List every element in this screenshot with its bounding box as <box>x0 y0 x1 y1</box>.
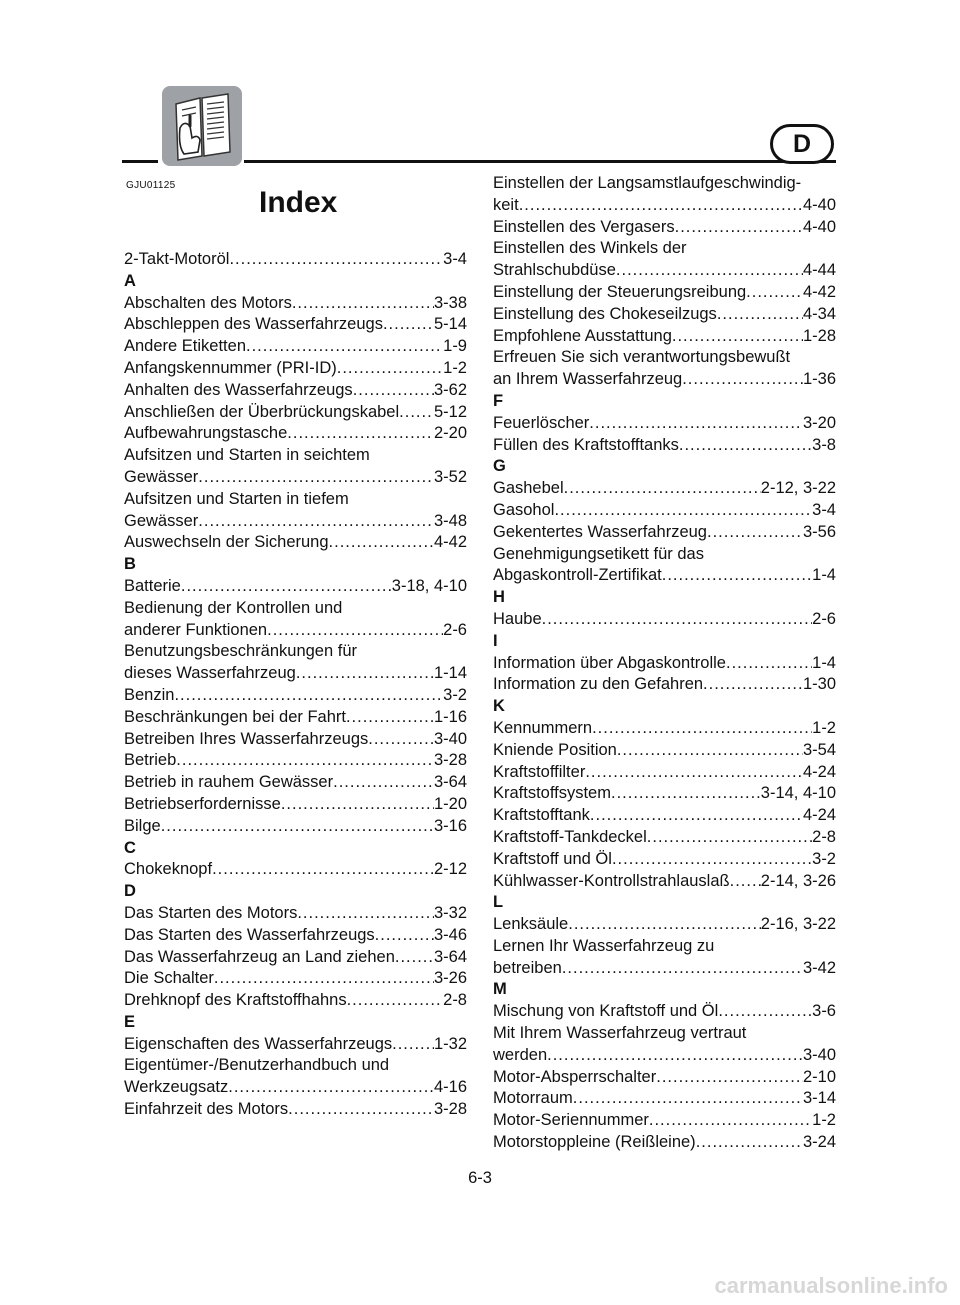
index-entry-text: Kraftstoff-Tankdeckel <box>493 827 647 846</box>
index-entry <box>493 718 836 740</box>
index-entry-text: Betriebserfordernisse <box>124 794 281 813</box>
index-entry <box>493 871 836 893</box>
index-entry-page: 3-20 <box>802 413 836 432</box>
index-entry-text: Genehmigungsetikett für das <box>493 544 704 563</box>
index-entry <box>124 925 467 947</box>
index-entry-text: anderer Funktionen <box>124 620 268 639</box>
index-entry-text: Einstellung der Steuerungsreibung <box>493 282 747 301</box>
index-entry-page: 3-40 <box>802 1045 836 1064</box>
index-entry-page: 1-16 <box>433 707 467 726</box>
index-entry <box>124 707 467 729</box>
index-entry-page: 4-40 <box>802 195 836 214</box>
index-entry-text: Das Starten des Wasserfahrzeugs <box>124 925 375 944</box>
watermark: carmanualsonline.info <box>714 1273 948 1298</box>
index-entry <box>124 1099 467 1121</box>
index-entry <box>493 653 836 675</box>
dot-leader <box>375 925 434 947</box>
index-entry-page: 2-8 <box>812 827 836 846</box>
dot-leader <box>717 304 803 326</box>
dot-leader <box>368 729 434 751</box>
index-entry-page: 1-30 <box>802 675 836 694</box>
index-entry <box>124 402 467 424</box>
dot-leader <box>267 620 443 642</box>
dot-leader <box>399 402 434 424</box>
dot-leader <box>229 249 443 271</box>
index-entry-text: Bedienung der Kontrollen und <box>124 598 343 617</box>
index-entry-text: Kühlwasser-Kontrollstrahlauslaß <box>493 871 730 890</box>
index-entry-text: Kraftstofftank <box>493 806 590 825</box>
index-entry <box>493 500 836 522</box>
index-entry-text: Abschleppen des Wasserfahrzeugs <box>124 315 383 334</box>
dot-leader <box>679 435 812 457</box>
dot-leader <box>707 522 803 544</box>
index-entry <box>493 478 836 500</box>
index-entry-page: 1-32 <box>433 1034 467 1053</box>
index-entry-page: 1-14 <box>433 664 467 683</box>
index-entry <box>493 195 836 217</box>
index-entry-text: Füllen des Kraftstofftanks <box>493 435 679 454</box>
index-entry-page: 3-46 <box>433 925 467 944</box>
index-entry-page: 3-28 <box>433 751 467 770</box>
index-entry-text: werden <box>493 1045 548 1064</box>
index-entry <box>493 1045 836 1067</box>
index-entry-page: 1-9 <box>443 337 467 356</box>
index-entry-text: betreiben <box>493 958 562 977</box>
index-entry-text: Das Wasserfahrzeug an Land ziehen <box>124 947 395 966</box>
index-entry-text: Mit Ihrem Wasserfahrzeug vertraut <box>493 1024 747 1043</box>
dot-leader <box>696 1132 803 1154</box>
dot-leader <box>347 990 444 1012</box>
index-entry-page: 4-42 <box>433 533 467 552</box>
index-entry <box>124 620 467 642</box>
index-entry-text: Information über Abgaskontrolle <box>493 653 726 672</box>
dot-leader <box>730 871 761 893</box>
index-entry-text: Betrieb in rauhem Gewässer <box>124 773 334 792</box>
index-entry-text: Drehknopf des Kraftstoffhahns <box>124 991 347 1010</box>
dot-leader <box>649 1110 812 1132</box>
index-letter-heading: A <box>124 271 136 290</box>
language-badge: D <box>770 124 834 164</box>
dot-leader <box>616 260 803 282</box>
dot-leader <box>554 500 812 522</box>
dot-leader <box>212 859 434 881</box>
manual-hand-icon <box>162 86 242 166</box>
index-entry-text: Gashebel <box>493 479 564 498</box>
index-entry-text: Kraftstoffsystem <box>493 784 611 803</box>
index-entry-page: 3-2 <box>812 849 836 868</box>
index-entry-text: Bilge <box>124 816 161 835</box>
index-entry-page: 3-38 <box>433 293 467 312</box>
dot-leader <box>662 565 812 587</box>
index-entry-page: 2-6 <box>443 620 467 639</box>
index-entry <box>124 511 467 533</box>
index-entry-text: Auswechseln der Sicherung <box>124 533 329 552</box>
index-entry <box>493 326 836 348</box>
dot-leader <box>718 1001 812 1023</box>
index-entry-text: keit <box>493 195 519 214</box>
index-letter-heading: K <box>493 697 505 716</box>
index-entry-text: Motorraum <box>493 1089 573 1108</box>
index-entry-page: 3-64 <box>433 773 467 792</box>
index-letter-heading: M <box>493 980 507 999</box>
index-entry-text: Information zu den Gefahren <box>493 675 704 694</box>
index-entry-page: 2-8 <box>443 991 467 1010</box>
index-entry-text: Mischung von Kraftstoff und Öl <box>493 1002 719 1021</box>
index-entry <box>493 740 836 762</box>
dot-leader <box>392 1034 434 1056</box>
dot-leader <box>647 827 812 849</box>
dot-leader <box>519 195 803 217</box>
index-entry-text: Abschalten des Motors <box>124 293 292 312</box>
dot-leader <box>288 1099 434 1121</box>
index-entry-page: 3-14, 4-10 <box>760 784 836 803</box>
index-entry <box>124 772 467 794</box>
index-entry <box>124 729 467 751</box>
dot-leader <box>592 718 812 740</box>
index-entry-page: 2-12 <box>433 860 467 879</box>
index-entry <box>124 314 467 336</box>
index-entry-text: Eigentümer-/Benutzerhandbuch und <box>124 1056 390 1075</box>
index-entry-text: Empfohlene Ausstattung <box>493 326 672 345</box>
index-entry <box>493 762 836 784</box>
index-entry-text: Batterie <box>124 576 181 595</box>
index-letter-heading: H <box>493 588 505 607</box>
index-entry-text: Die Schalter <box>124 969 214 988</box>
index-entry-text: Lernen Ihr Wasserfahrzeug zu <box>493 936 715 955</box>
dot-leader <box>383 314 434 336</box>
index-entry <box>493 674 836 696</box>
dot-leader <box>287 423 434 445</box>
index-entry <box>124 903 467 925</box>
index-entry <box>493 282 836 304</box>
dot-leader <box>617 740 803 762</box>
index-entry-page: 3-48 <box>433 511 467 530</box>
index-entry-text: Kniende Position <box>493 740 617 759</box>
index-entry <box>124 532 467 554</box>
index-entry-page: 3-40 <box>433 729 467 748</box>
index-column-right <box>493 173 836 1154</box>
index-entry-page: 4-40 <box>802 217 836 236</box>
index-entry-page: 3-64 <box>433 947 467 966</box>
index-entry <box>124 467 467 489</box>
index-entry <box>124 685 467 707</box>
index-entry-text: Erfreuen Sie sich verantwortungsbewußt <box>493 348 791 367</box>
index-entry <box>493 783 836 805</box>
dot-leader <box>281 794 434 816</box>
index-entry-page: 1-2 <box>812 1111 836 1130</box>
index-entry-page: 4-42 <box>802 282 836 301</box>
index-entry-text: Gekentertes Wasserfahrzeug <box>493 522 707 541</box>
dot-leader <box>176 750 434 772</box>
index-entry-page: 2-20 <box>433 424 467 443</box>
index-entry-page: 3-4 <box>812 500 836 519</box>
index-entry-page: 3-2 <box>443 685 467 704</box>
index-entry <box>124 947 467 969</box>
index-entry <box>124 380 467 402</box>
index-entry-text: Motor-Absperrschalter <box>493 1067 657 1086</box>
index-entry <box>493 609 836 631</box>
page-number: 6-3 <box>468 1169 492 1187</box>
index-entry-page: 5-12 <box>433 402 467 421</box>
index-entry <box>493 827 836 849</box>
index-entry <box>124 859 467 881</box>
index-entry-page: 3-4 <box>443 250 467 268</box>
index-entry <box>124 663 467 685</box>
index-letter-heading: I <box>493 631 498 650</box>
dot-leader <box>585 762 803 784</box>
index-entry <box>493 1001 836 1023</box>
index-entry <box>493 565 836 587</box>
dot-leader <box>181 576 392 598</box>
index-entry-page: 3-14 <box>802 1089 836 1108</box>
index-entry <box>493 260 836 282</box>
index-entry-page: 1-2 <box>443 358 467 377</box>
index-entry-text: Einstellung des Chokeseilzugs <box>493 304 717 323</box>
index-entry <box>493 369 836 391</box>
index-entry-text: Andere Etiketten <box>124 337 246 356</box>
index-entry-page: 1-20 <box>433 794 467 813</box>
index-entry-page: 1-36 <box>802 370 836 389</box>
index-entry <box>124 336 467 358</box>
index-entry-page: 4-44 <box>802 261 836 280</box>
index-entry-text: Einstellen des Winkels der <box>493 239 687 258</box>
index-entry-page: 1-4 <box>812 566 836 585</box>
dot-leader <box>703 674 803 696</box>
index-entry <box>124 576 467 598</box>
dot-leader <box>292 293 434 315</box>
index-column-left <box>124 249 467 1121</box>
index-entry-page: 3-8 <box>812 435 836 454</box>
index-entry-page: 4-34 <box>802 304 836 323</box>
dot-leader <box>198 511 434 533</box>
index-entry-page: 3-52 <box>433 467 467 486</box>
index-letter-heading: F <box>493 391 504 410</box>
index-entry <box>124 358 467 380</box>
index-entry-text: Gewässer <box>124 511 199 530</box>
index-entry <box>493 304 836 326</box>
dot-leader <box>675 217 803 239</box>
index-letter-heading: L <box>493 893 504 912</box>
index-entry <box>124 990 467 1012</box>
index-entry-text: Einstellen des Vergasers <box>493 217 675 236</box>
dot-leader <box>297 903 434 925</box>
index-entry-text: Kraftstoff und Öl <box>493 849 612 868</box>
index-entry-text: Gasohol <box>493 500 555 519</box>
index-entry-page: 1-2 <box>812 718 836 737</box>
index-entry <box>493 1132 836 1154</box>
dot-leader <box>333 772 434 794</box>
index-letter-heading: G <box>493 457 506 476</box>
index-entry-text: Einfahrzeit des Motors <box>124 1100 289 1119</box>
dot-leader <box>590 805 803 827</box>
dot-leader <box>296 663 434 685</box>
index-entry-page: 3-24 <box>802 1133 836 1152</box>
dot-leader <box>214 968 434 990</box>
index-entry-page: 4-16 <box>433 1078 467 1097</box>
index-entry-text: Strahlschubdüse <box>493 261 616 280</box>
header-rule-left <box>122 160 158 163</box>
index-entry-text: Kennummern <box>493 718 593 737</box>
index-entry <box>493 217 836 239</box>
index-letter-heading: B <box>124 555 136 574</box>
index-entry-text: Anhalten des Wasserfahrzeugs <box>124 380 353 399</box>
dot-leader <box>612 849 812 871</box>
index-entry-page: 3-56 <box>802 522 836 541</box>
index-entry-text: Chokeknopf <box>124 860 213 879</box>
dot-leader <box>337 358 443 380</box>
index-entry-page: 3-28 <box>433 1100 467 1119</box>
dot-leader <box>682 369 803 391</box>
index-entry <box>124 968 467 990</box>
dot-leader <box>746 282 803 304</box>
index-entry <box>493 1088 836 1110</box>
index-entry-text: Einstellen der Langsamstlaufgeschwindig- <box>493 174 802 192</box>
dot-leader <box>174 685 443 707</box>
dot-leader <box>589 413 803 435</box>
index-entry-page: 2-16, 3-22 <box>760 915 836 934</box>
index-entry-page: 4-24 <box>802 762 836 781</box>
dot-leader <box>161 816 434 838</box>
dot-leader <box>346 707 434 729</box>
index-entry <box>493 914 836 936</box>
index-entry <box>493 413 836 435</box>
index-entry-text: Anschließen der Überbrückungskabel <box>124 402 400 421</box>
dot-leader <box>228 1077 434 1099</box>
index-entry-page: 3-16 <box>433 816 467 835</box>
index-entry-text: Das Starten des Motors <box>124 903 298 922</box>
index-entry-text: an Ihrem Wasserfahrzeug <box>493 370 683 389</box>
index-entry <box>493 435 836 457</box>
index-entry-text: Aufsitzen und Starten in seichtem <box>124 446 370 465</box>
dot-leader <box>353 380 434 402</box>
index-entry-text: Benutzungsbeschränkungen für <box>124 642 357 661</box>
index-entry-text: Eigenschaften des Wasserfahrzeugs <box>124 1034 393 1053</box>
index-entry <box>124 293 467 315</box>
index-entry <box>124 423 467 445</box>
index-entry <box>124 1034 467 1056</box>
dot-leader <box>573 1088 803 1110</box>
index-entry-text: Betrieb <box>124 751 177 770</box>
dot-leader <box>568 914 761 936</box>
index-entry-page: 2-6 <box>812 609 836 628</box>
index-entry-page: 1-4 <box>812 653 836 672</box>
index-entry-text: Lenksäule <box>493 915 569 934</box>
index-entry <box>493 1067 836 1089</box>
index-entry-text: Motorstoppleine (Reißleine) <box>493 1133 696 1152</box>
dot-leader <box>726 653 812 675</box>
index-entry-text: Aufbewahrungstasche <box>124 424 288 443</box>
dot-leader <box>564 478 761 500</box>
index-letter-heading: C <box>124 838 136 857</box>
index-entry-text: Kraftstoffilter <box>493 762 586 781</box>
index-entry <box>493 805 836 827</box>
section-code: GJU01125 <box>126 180 176 191</box>
index-entry <box>493 849 836 871</box>
index-entry-text: Gewässer <box>124 467 199 486</box>
index-entry-text: Werkzeugsatz <box>124 1078 229 1097</box>
index-entry-text: Haube <box>493 609 542 628</box>
index-entry <box>124 1077 467 1099</box>
index-entry-page: 3-6 <box>812 1002 836 1021</box>
index-entry <box>493 1110 836 1132</box>
index-entry-page: 3-62 <box>433 380 467 399</box>
index-entry-page: 3-18, 4-10 <box>391 576 467 595</box>
index-entry-text: Beschränkungen bei der Fahrt <box>124 707 346 726</box>
index-entry-page: 4-24 <box>802 806 836 825</box>
index-entry-text: 2-Takt-Motoröl <box>124 250 230 268</box>
index-entry-page: 3-26 <box>433 969 467 988</box>
dot-leader <box>547 1045 803 1067</box>
index-entry-page: 3-32 <box>433 903 467 922</box>
index-entry-text: Feuerlöscher <box>493 413 590 432</box>
index-entry-text: Betreiben Ihres Wasserfahrzeugs <box>124 729 369 748</box>
index-letter-heading: D <box>124 882 136 901</box>
dot-leader <box>198 467 434 489</box>
header-rule-right <box>244 160 836 163</box>
dot-leader <box>329 532 434 554</box>
dot-leader <box>672 326 803 348</box>
index-entry <box>124 816 467 838</box>
index-entry-text: Anfangskennummer (PRI-ID) <box>124 358 337 377</box>
dot-leader <box>562 958 803 980</box>
index-entry-text: Motor-Seriennummer <box>493 1111 649 1130</box>
index-entry-page: 1-28 <box>802 326 836 345</box>
dot-leader <box>611 783 761 805</box>
index-entry-page: 2-12, 3-22 <box>760 479 836 498</box>
index-entry-page: 5-14 <box>433 315 467 334</box>
index-entry-page: 2-14, 3-26 <box>760 871 836 890</box>
index-entry-text: Benzin <box>124 685 175 704</box>
dot-leader <box>395 947 434 969</box>
dot-leader <box>656 1067 803 1089</box>
dot-leader <box>246 336 443 358</box>
index-entry <box>493 958 836 980</box>
index-entry <box>493 522 836 544</box>
index-entry <box>124 750 467 772</box>
index-entry-text: dieses Wasserfahrzeug <box>124 664 296 683</box>
index-entry-text: Abgaskontroll-Zertifikat <box>493 566 662 585</box>
index-entry-page: 3-54 <box>802 740 836 759</box>
index-entry-page: 2-10 <box>802 1067 836 1086</box>
page-title: Index <box>259 186 338 219</box>
index-entry <box>124 794 467 816</box>
index-entry-text: Aufsitzen und Starten in tiefem <box>124 489 349 508</box>
index-entry <box>124 249 467 271</box>
index-letter-heading: E <box>124 1012 136 1031</box>
index-entry-page: 3-42 <box>802 958 836 977</box>
dot-leader <box>542 609 813 631</box>
